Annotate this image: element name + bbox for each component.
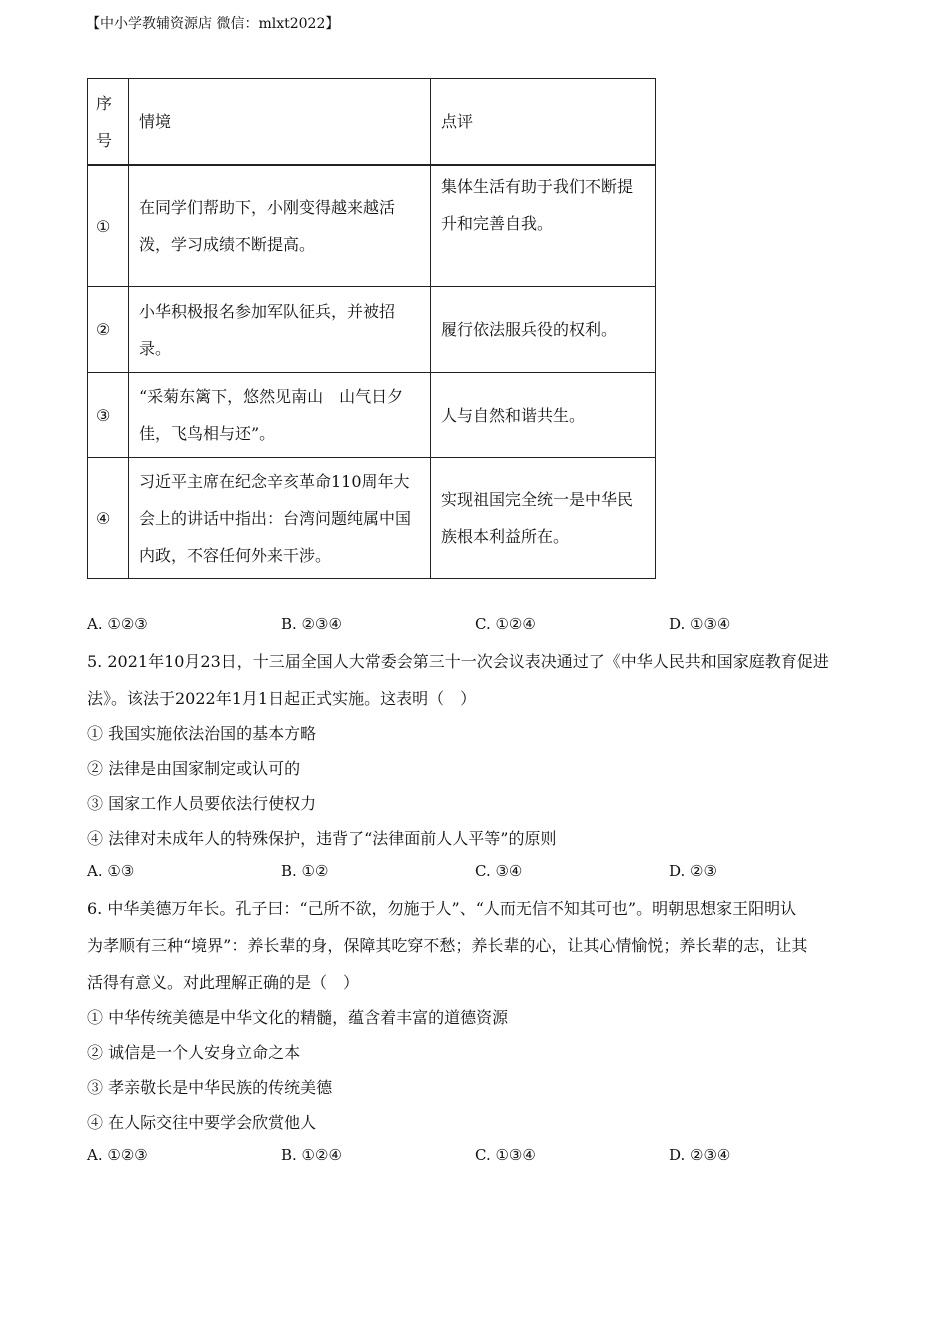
row-index: ④ — [88, 458, 129, 579]
header-comment: 点评 — [431, 79, 656, 166]
question-6-item: ④ 在人际交往中要学会欣赏他人 — [87, 1113, 317, 1132]
question-4-options — [87, 615, 867, 635]
question-5-item: ③ 国家工作人员要依法行使权力 — [87, 794, 317, 813]
question-5-stem-line-1: 5. 2021年10月23日，十三届全国人大常委会第三十一次会议表决通过了《中华人民共和国家庭教育促进 — [87, 652, 829, 671]
question-5-item: ② 法律是由国家制定或认可的 — [87, 759, 301, 778]
row-situation: 小华积极报名参加军队征兵，并被招录。 — [129, 287, 431, 373]
option-c[interactable]: C. ③④ — [475, 862, 523, 880]
option-b[interactable]: B. ②③④ — [281, 615, 342, 633]
option-a[interactable]: A. ①③ — [87, 862, 135, 880]
row-comment: 人与自然和谐共生。 — [431, 373, 656, 458]
row-situation: “采菊东篱下，悠然见南山 山气日夕佳，飞鸟相与还”。 — [129, 373, 431, 458]
question-6-stem-line-3: 活得有意义。对此理解正确的是（ ） — [87, 973, 360, 992]
row-index: ① — [88, 165, 129, 287]
question-5-item: ④ 法律对未成年人的特殊保护，违背了“法律面前人人平等”的原则 — [87, 829, 557, 848]
table-row — [88, 165, 656, 287]
option-d[interactable]: D. ②③ — [669, 862, 717, 880]
option-c[interactable]: C. ①②④ — [475, 615, 536, 633]
option-c[interactable]: C. ①③④ — [475, 1146, 536, 1164]
row-index: ③ — [88, 373, 129, 458]
question-6-stem-line-2: 为孝顺有三种“境界”：养长辈的身，保障其吃穿不愁；养长辈的心，让其心情愉悦；养长辈的志，让其 — [87, 936, 808, 955]
question-6-item: ③ 孝亲敬长是中华民族的传统美德 — [87, 1078, 333, 1097]
row-index: ② — [88, 287, 129, 373]
option-a[interactable]: A. ①②③ — [87, 615, 148, 633]
table-row — [88, 373, 656, 458]
table-row — [88, 458, 656, 579]
table-header-row — [88, 79, 656, 166]
question-5-stem-line-2: 法》。该法于2022年1月1日起正式实施。这表明（ ） — [87, 689, 477, 708]
option-d[interactable]: D. ①③④ — [669, 615, 731, 633]
question-4-table — [87, 78, 656, 579]
row-comment: 集体生活有助于我们不断提升和完善自我。 — [431, 165, 656, 287]
source-header: 【中小学教辅资源店 微信：mlxt2022】 — [86, 16, 340, 32]
question-6-options — [87, 1146, 867, 1166]
row-situation: 在同学们帮助下，小刚变得越来越活泼，学习成绩不断提高。 — [129, 165, 431, 287]
option-b[interactable]: B. ①② — [281, 862, 329, 880]
row-comment: 履行依法服兵役的权利。 — [431, 287, 656, 373]
header-situation: 情境 — [129, 79, 431, 166]
row-comment: 实现祖国完全统一是中华民族根本利益所在。 — [431, 458, 656, 579]
header-index: 序号 — [88, 79, 129, 166]
option-a[interactable]: A. ①②③ — [87, 1146, 148, 1164]
option-b[interactable]: B. ①②④ — [281, 1146, 342, 1164]
row-situation: 习近平主席在纪念辛亥革命110周年大会上的讲话中指出：台湾问题纯属中国内政，不容任何外来干涉。 — [129, 458, 431, 579]
question-6-stem-line-1: 6. 中华美德万年长。孔子曰：“己所不欲，勿施于人”、“人而无信不知其可也”。明朝思想家王阳明认 — [87, 899, 797, 918]
question-5-options — [87, 862, 867, 882]
question-6-item: ② 诚信是一个人安身立命之本 — [87, 1043, 301, 1062]
question-6-item: ① 中华传统美德是中华文化的精髓，蕴含着丰富的道德资源 — [87, 1008, 509, 1027]
question-5-item: ① 我国实施依法治国的基本方略 — [87, 724, 317, 743]
table-row — [88, 287, 656, 373]
option-d[interactable]: D. ②③④ — [669, 1146, 731, 1164]
